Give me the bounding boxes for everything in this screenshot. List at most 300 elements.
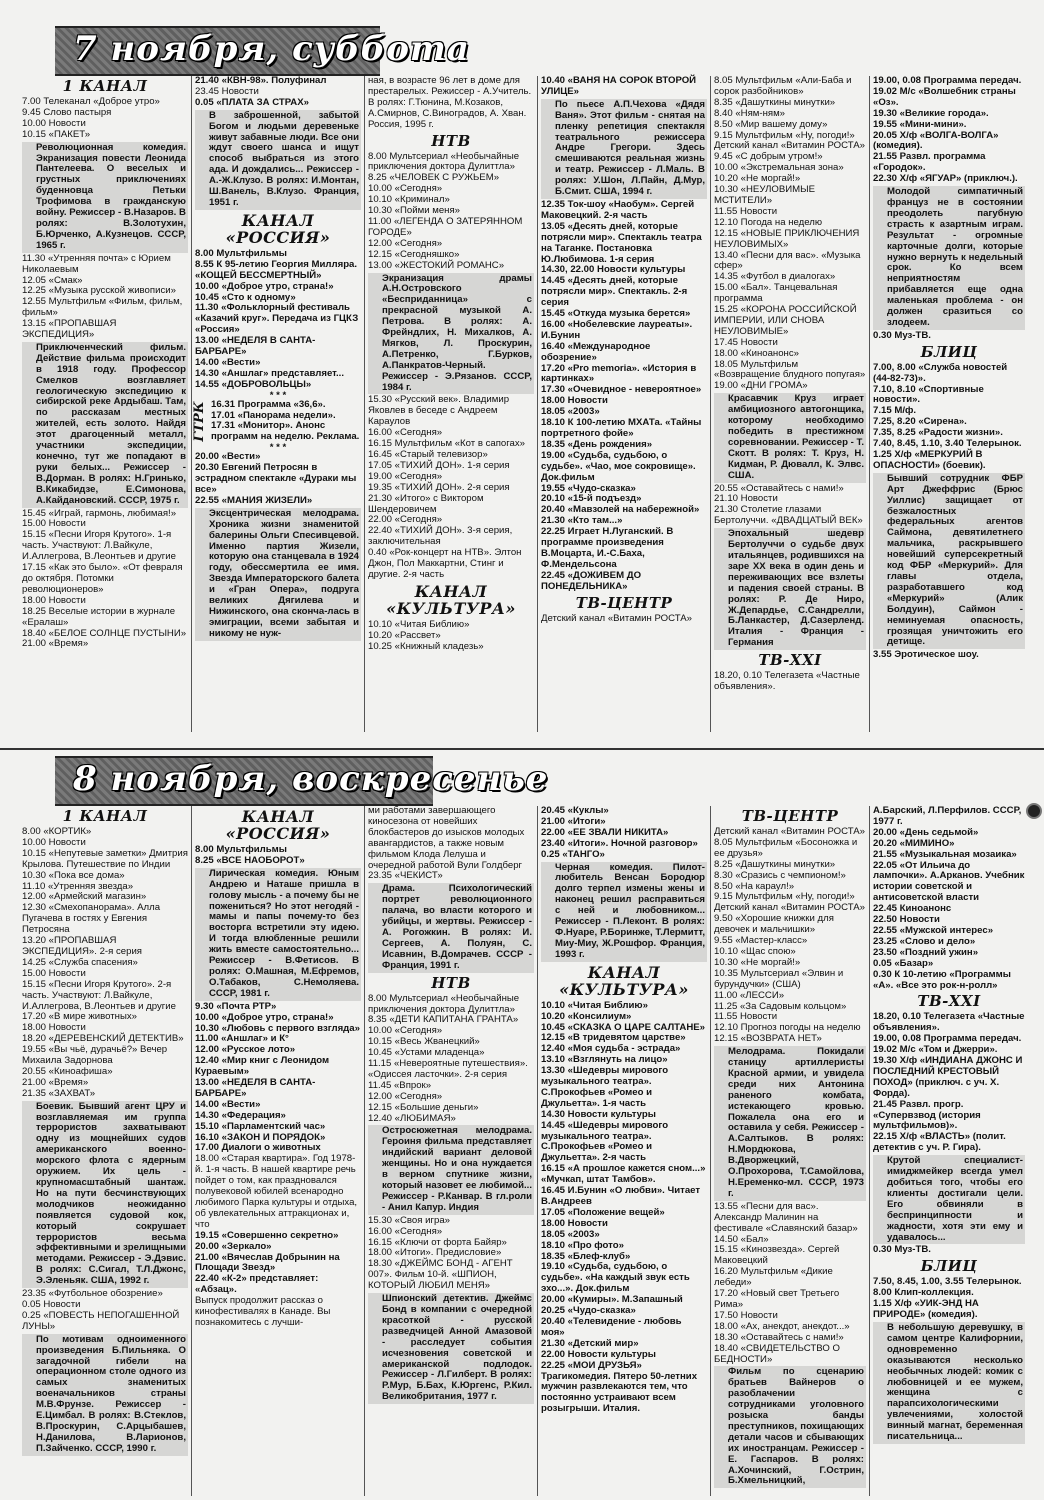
schedule-item: 18.35 «День рождения» [541,438,653,450]
schedule-item: 22.15 Х/ф «ВЛАСТЬ» (полит. детектив с уч. Р. Гира). [873,1131,1006,1154]
schedule-item: 10.10 «Читая Библию» [541,999,648,1011]
schedule-item: 13.05 «Десять дней, которые потрясли мир». Спектакль театра на Таганке. Постановка Ю.Любимова. 1-я серия [541,220,702,265]
schedule-column [368,76,534,732]
schedule-item: 17.01 «Панорама недели». [211,409,336,421]
schedule-item: 20.55 «Оставайтесь с нами!» [714,482,844,494]
schedule-item: 17.15 «Как это было». «От февраля до октября. Потомки революционеров» [22,562,183,595]
schedule-item: 10.15 «Весь Жванецкий» [368,1036,480,1048]
schedule-item: 19.02 М/с «Волшебник страны «Оз». [873,85,1016,108]
schedule-item: 7.40, 8.45, 1.10, 3.40 Телерынок. [873,438,1022,450]
schedule-item: 9.30 «Почта РТР» [195,1000,277,1012]
schedule-item: 14.00 «Вести» [195,356,261,368]
schedule-item: 23.35 «ЧЕКИСТ» [368,870,443,882]
schedule-item: 14.30 Новости культуры [541,1108,656,1120]
regional-label: ГТРК [192,401,207,442]
schedule-column [873,76,1025,732]
schedule-item: 18.40 «БЕЛОЕ СОЛНЦЕ ПУСТЫНИ» [22,627,187,639]
schedule-item: 8.50 «На караул!» [714,880,795,892]
program-description: Остросюжетная мелодрама. Героиня фильма представляет индийский вариант деловой женщины. Но и она нуждается в верном спутнике жизни, который назовет ее любимой... Режиссер - Р.Канвар. В гл.роли - Анил Капур. Индия [368,1125,534,1214]
schedule-item: 12.00 «Сегодня» [368,1090,443,1102]
schedule-item: 10.30 «Любовь с первого взгляда» [195,1022,360,1034]
channel-heading: КАНАЛ «КУЛЬТУРА» [559,962,689,999]
schedule-item: 18.30 «Оставайтесь с нами!» [714,1331,844,1343]
schedule-item: 23.45 Новости [195,85,259,97]
schedule-item: 11.55 Новости [714,1011,778,1023]
schedule-item: 17.05 «ТИХИЙ ДОН». 1-я серия [368,459,510,471]
schedule-item: 20.05 Х/ф «ВОЛГА-ВОЛГА» (комедия). [873,129,999,152]
schedule-item: 11.10 «Утренняя звезда» [22,880,134,892]
schedule-item: 10.45 «Устами младенца» [368,1047,485,1059]
schedule-item: 18.00 Новости [541,1217,608,1229]
schedule-item: 19.55 «Вы чьё, дурачьё?» Вечер Михаила Задорнова [22,1044,168,1067]
column-rule [364,806,365,1496]
schedule-item: 7.00 Телеканал «Доброе утро» [22,96,160,107]
column-rule [191,806,192,1496]
schedule-item: 22.55 «МАНИЯ ЖИЗЕЛИ» [195,494,313,506]
schedule-item: 3.55 Эротическое шоу. [873,649,979,661]
schedule-item: 12.40 «ЛЮБИМАЯ» [368,1112,456,1124]
schedule-item: 8.25 «Дашуткины минутки» [714,858,836,870]
schedule-item: Трагикомедия. Пятеро 50-летних мужчин развлекаются тем, что постоянно устраивают всем розыгрыши. Италия. [541,1370,698,1415]
program-description: Эпохальный шедевр Бертолуччи о судьбе двух итальянцев, родившихся на заре XX века в один день и переживающих все взлеты и падения своей страны. В ролях: Р. Де Ниро, Ж.Депардье, С.Сандрелли, Б.Ланкастер, Д.Сазерленд. Италия - Франция - Германия [714,528,866,650]
channel-heading: КАНАЛ «РОССИЯ» [225,807,331,843]
schedule-item: 18.10 «Про фото» [541,1239,624,1251]
schedule-item: 14.55 «ДОБРОВОЛЬЦЫ» [195,378,312,390]
schedule-item: 10.20 «Не моргай!» [714,173,801,185]
schedule-item: 17.31 «Монитор». Анонс программ на неделю. Реклама. [211,420,360,443]
schedule-item: 14.45 «Десять дней, которые потрясли мир». Спектакль. 2-я серия [541,275,688,309]
program-description: Драма. Психологический портрет революционного палача, во власти которого и убийцы, и жертвы. Режиссер - А. Рогожкин. В ролях: И. Сергеев, А. Полуян, С. Исавнин, В.Домрачев. СССР - Франция, 1991 г. [368,883,534,972]
schedule-item: 12.55 Мультфильм «Фильм, фильм, фильм» [22,296,183,319]
schedule-item: 17.45 Новости [714,336,778,348]
schedule-item: 11.00 «ЛЕССИ» [714,989,785,1001]
schedule-item: 16.10 «ЗАКОН И ПОРЯДОК» [195,1131,326,1143]
schedule-item: 22.00 Новости культуры [541,1348,656,1360]
schedule-item: 16.40 «Международное обозрение» [541,340,651,363]
column-rule [710,806,711,1496]
schedule-item: 10.40 «ВАНЯ НА СОРОК ВТОРОЙ УЛИЦЕ» [541,75,697,97]
schedule-item: 18.00 Новости [541,395,608,407]
schedule-item: 18.30 «ДЖЕЙМС БОНД - АГЕНТ 007». Фильм 10-й. «ШПИОН, КОТОРЫЙ ЛЮБИЛ МЕНЯ» [368,1258,513,1292]
schedule-item: 20.00 «Вести» [195,451,261,463]
schedule-item: 20.00 «День седьмой» [873,826,979,838]
schedule-item: 16.00 «Сегодня» [368,427,443,439]
channel-heading: 1 КАНАЛ [62,77,148,95]
schedule-item: 21.10 Новости [714,493,778,505]
schedule-item: 7.25, 8.20 «Сирена». [873,416,967,428]
schedule-item: 9.45 Слово пастыря [22,106,112,118]
schedule-item: 20.40 «Мавзолей на набережной» [541,504,700,516]
schedule-item: 13.20 «ПРОПАВШАЯ ЭКСПЕДИЦИЯ». 2-я серия [22,935,142,957]
schedule-item: 12.00 «Русское лото» [195,1044,296,1056]
schedule-item: ми работами завершающего киносезона от новейших блокбастеров до изысков молодых авангардистов, а также новым фильмом Клода Лелуша и очередной работой Вули Голдберг [368,805,525,871]
schedule-item: 7.50, 8.45, 1.00, 3.55 Телерынок. [873,1276,1022,1288]
schedule-item: 23.50 «Поздний ужин» [873,946,979,958]
schedule-item: 19.00 «Судьба, судьбою, о судьбе». «Чао, мое сокровище». Док.фильм [541,449,696,483]
schedule-item: 21.35 «ЗАХВАТ» [22,1087,96,1099]
separator-stars: * * * [269,389,287,401]
schedule-item: 17.20 «Pro memoria». «История в картинках» [541,362,697,385]
schedule-item: 18.00 «Итоги». Предисловие» [368,1247,502,1259]
schedule-item: 21.45 Развл. прогр. «Супервзвод (история мультфильмов)». [873,1098,981,1132]
schedule-item: 12.40 «Моя судьба - эстрада» [541,1043,681,1055]
schedule-item: 10.30 «Пойми меня» [368,205,460,217]
schedule-item: 12.00 «Армейский магазин» [22,891,147,903]
schedule-item: 19.30 Х/ф «ИНДИАНА ДЖОНС И ПОСЛЕДНИЙ КРЕСТОВЫЙ ПОХОД» (приключ. с уч. Х. Форда). [873,1055,1023,1099]
regional-block [192,398,361,444]
program-description: Молодой симпатичный француз не в состоянии преодолеть пагубную страсть к азартным играм. Результат - огромные карточные долги, которые нужно вернуть к недельный срок. Ко всем неприятностям прибавляется еще одна маленькая проблема - он должен сразиться со злодеем. [873,186,1025,330]
schedule-item: 19.00 «ДНИ ГРОМА» [714,380,808,392]
schedule-item: 14.45 «Шедевры мирового музыкального театра». С.Прокофьев «Ромео и Джульетта». 2-я часть [541,1119,669,1164]
schedule-column [714,76,866,732]
schedule-item: 9.15 Мультфильм «Ну, погоди!» Детский канал «Витамин РОСТА» [714,891,865,914]
schedule-column [541,806,707,1496]
schedule-item: 0.25 «ПОВЕСТЬ НЕПОГАШЕННОЙ ЛУНЫ» [22,1309,180,1332]
day-banner [55,26,470,76]
column-rule [537,806,538,1496]
schedule-item: 16.45 «Старый телевизор» [368,449,488,460]
column-rule [191,76,192,732]
schedule-item: 9.45 «С добрым утром!» [714,151,823,163]
schedule-item: 16.20 Мультфильм «Дикие лебеди» [714,1266,833,1289]
schedule-item: 18.10 К 100-летию МХАТа. «Тайны портретного фойе» [541,417,702,439]
schedule-item: 18.00 Новости [22,1022,86,1034]
schedule-item: 8.35 «Дашуткины минутки» [714,96,836,108]
separator-stars: * * * [269,442,287,454]
schedule-item: 19.55 «Чудо-сказка» [541,482,636,494]
program-description: Приключенческий фильм. Действие фильма происходит в 1918 году. Профессор Смелков возглавляет геологическую экспедицию к сибирской реке Ардыбаш. Там, по рассказам местных жителей, есть золото. Найдя этот драгоценный металл, участники экспедиции, конечно, тут же попадают в руки белых... Режиссер - В.Дорман. В ролях: Н.Гринько, В.Кикабидзе, Е.Симонова, А.Кайдановский. СССР, 1975 г. [22,342,188,508]
column-rule [537,76,538,732]
schedule-column [195,806,361,1496]
schedule-item: 14.30 «Аншлаг» представляет... [195,367,345,379]
schedule-item: 19.55 «Мини-мини». [873,118,967,130]
program-description: Боевик. Бывший агент ЦРУ и возглавляемая им группа террористов захватывают одну из мощнейших судов американского военно-морского флота с ядерным оружием. Их цель - крупномасштабный шантаж. Но на пути бесчинствующих молодчиков неожиданно появляется судовой кок, который сокрушает террористов весьма эффективными и зрелищными методами. Режиссер - Э.Дэвис. В ролях: С.Сигал, Т.Л.Джонс, Э.Эленьяк. США, 1992 г. [22,1101,188,1288]
schedule-item: 1.15 Х/ф «УИК-ЭНД НА ПРИРОДЕ» (комедия). [873,1298,979,1321]
program-description: Эксцентрическая мелодрама. Хроника жизни знаменитой балерины Ольги Спесивцевой. Именно партия Жизели, которую она станцевала в 1924 году, обессмертила ее имя. Звезда Императорского балета и «Гран Опера», подруга великих Дягилева и Нижинского, она сконча-лась в эмиграции, всеми забытая и никому не нуж- [195,508,361,641]
schedule-item: 15.00 «Бал». Танцевальная программа [714,282,838,305]
schedule-item: 17.30 «Очевидное - невероятное» [541,384,702,396]
schedule-item: 11.00 «ЛЕГЕНДА О ЗАТЕРЯННОМ ГОРОДЕ» [368,215,523,238]
schedule-item: 21.30 «Кто там...» [541,515,623,527]
schedule-item: 7.35, 8.25 «Радости жизни». [873,427,1003,439]
program-description: Красавчик Круз играет амбициозного автогонщика, которому необходимо победить в престижном соревновании. Режиссер - Т. Скотт. В ролях: Т. Круз, Н. Кидман, Р. Дювалл, К. Элвс. США. [714,393,866,482]
schedule-item: 10.30 «Не моргай!» [714,956,801,968]
schedule-item: 7.15 М/ф. [873,405,917,417]
punch-hole [1026,803,1042,819]
program-description: Лирическая комедия. Юным Андрею и Наташе пришла в голову мысль - а почему бы не пожениться? Но этот негодяй - мамы и папы почему-то без восторга встретили эту идею. И тогда влюбленные решили жить вместе самостоятельно... Режиссер - В.Фетисов. В ролях: О.Машная, М.Ефремов, О.Табаков, С.Немоляева. СССР, 1981 г. [195,868,361,1001]
schedule-item: 1.25 Х/ф «МЕРКУРИЙ В ОПАСНОСТИ» (боевик). [873,449,986,471]
schedule-item: 21.00 «Итоги» [541,815,606,827]
schedule-item: 11.25 «За Садовым кольцом» [714,1000,847,1012]
schedule-item: 21.30 «Итого» с Виктором Шендеровичем [368,492,484,515]
schedule-item: 13.15 «ПРОПАВШАЯ ЭКСПЕДИЦИЯ» [22,318,117,341]
schedule-item: 15.25 «КОРОНА РОССИЙСКОЙ ИМПЕРИИ, ИЛИ СНОВА НЕУЛОВИМЫЕ» [714,304,857,337]
schedule-item: 14.30 «Федерация» [195,1109,286,1121]
schedule-item: 8.00 Мультсериал «Необычайные приключения доктора Дулиттла» [368,150,520,173]
schedule-item: 22.05 «От Ильича до лампочки». А.Арканов. Учебник истории советской и антисоветской власти [873,859,1025,904]
regional-items [211,400,361,444]
schedule-item: 18.00 «Ах, анекдот, анекдот...» [714,1320,850,1332]
schedule-item: 19.02 М/с «Том и Джерри». [873,1044,998,1056]
schedule-item: 20.30 Евгений Петросян в эстрадном спектакле «Дураки мы все» [195,462,357,495]
schedule-item: 15.10 «Парламентский час» [195,1120,326,1132]
schedule-item: 19.30 «Великие города». [873,107,989,119]
schedule-item: 21.55 Развл. программа «Городок». [873,151,986,174]
channel-heading: ТВ-ЦЕНТР [741,807,839,825]
schedule-item: 0.05 «ПЛАТА ЗА СТРАХ» [195,96,309,108]
schedule-item: 10.10 «Криминал» [368,194,450,206]
schedule-item: 18.05 Мультфильм «Возвращение блудного попугая» [714,358,866,381]
schedule-item: 16.15 «А прошлое кажется сном...» «Мучкап, штат Тамбов». [541,1163,706,1186]
schedule-item: 18.05 «2003» [541,1228,600,1240]
program-description: Революционная комедия. Экранизация повести Леонида Пантелеева. О веселых и грустных приключениях буденновца Петьки Трофимова в гражданскую войну. Режиссер - В.Назаров. В ролях: В.Золотухин, Б.Юрченко, А.Кузнецов. СССР, 1965 г. [22,142,188,253]
schedule-item: 10.10 «Читая Библию» [368,618,470,630]
schedule-item: 9.50 «Хорошие книжки для девочек и мальчишки» [714,913,834,936]
schedule-item: 12.15 «Сегодняшко» [368,248,460,260]
schedule-item: 0.30 К 10-летию «Программы «А». «Все это рок-н-ролл» [873,968,1011,991]
schedule-item: 22.40 «ТИХИЙ ДОН». 3-я серия, заключительная [368,525,513,548]
schedule-item: 21.00 «Время» [22,1076,89,1088]
day-title: 7 ноября, суббота [73,29,470,69]
schedule-item: 22.00 «Сегодня» [368,514,443,526]
schedule-column [368,806,534,1496]
schedule-item: 18.35 «Блеф-клуб» [541,1250,631,1262]
schedule-item: 12.00 «Сегодня» [368,237,443,249]
channel-heading: ТВ-XXI [917,992,981,1011]
schedule-item: 8.25 «ВСЕ НАОБОРОТ» [195,854,305,866]
schedule-item: 19.00, 0.08 Программа передач. [873,75,1022,86]
schedule-item: А.Барский, Л.Перфилов. СССР, 1977 г. [873,805,1022,827]
channel-heading: НТВ [431,973,471,992]
schedule-item: 10.30 «Пока все дома» [22,869,125,881]
schedule-item: 12.40 «Мир книг с Леонидом Кураевым» [195,1055,330,1078]
schedule-item: 14.30, 22.00 Новости культуры [541,264,686,276]
schedule-item: 10.45 «СКАЗКА О ЦАРЕ САЛТАНЕ» [541,1021,706,1033]
program-description: Шпионский детектив. Джеймс Бонд в компании с очередной красоткой - русской разведчицей Анной Амазовой - расследует события исчезновения советской и американской подлодок. Режиссер - Л.Гилберт. В ролях: Р.Мур, Б.Бах, К.Юргенс, Р.Кил. Великобритания, 1977 г. [368,1293,534,1404]
schedule-item: 18.00 Новости [22,594,86,606]
schedule-item: 8.40 «Ням-ням» [714,107,786,119]
schedule-item: 18.05 «2003» [541,406,600,418]
schedule-item: 0.05 «Базар» [873,957,934,969]
schedule-item: 8.55 К 95-летию Георгия Милляра. «КОЩЕЙ БЕССМЕРТНЫЙ» [195,258,358,281]
program-description: Бывший сотрудник ФБР Арт Джеффрис (Брюс Уиллис) защищает от безжалостных федеральных агентов Саймона, девятилетнего мальчика, раскрывшего новейший суперсекретный код ФБР «Меркурий». Для главы отдела, разработавшего код «Меркурий» (Алик Болдуин), Саймон - неминуемая опасность, грозящая уничтожить его детище. [873,473,1025,650]
schedule-item: 0.25 «ТАНГО» [541,848,605,860]
channel-heading: ТВ-ЦЕНТР [575,593,673,612]
schedule-item: 21.55 «Музыкальная мозаика» [873,848,1017,860]
channel-heading: БЛИЦ [920,1257,978,1276]
section-divider [0,748,1044,750]
schedule-item: 12.30 «Смехопанорама». Алла Пугачева в гостях у Евгения Петросяна [22,902,161,936]
schedule-item: 10.10 «Щас спою» [714,945,796,957]
schedule-item: 12.15 «ВОЗВРАТА НЕТ» [714,1033,822,1045]
schedule-item: 19.35 «ТИХИЙ ДОН». 2-я серия [368,481,510,493]
day-section [0,76,1044,732]
schedule-item: 8.05 Мультфильм «Али-Баба и сорок разбойников» [714,75,852,97]
schedule-item: 8.00 Мультфильмы [195,247,287,259]
schedule-item: 15.45 «Играй, гармонь, любимая!» [22,507,177,519]
channel-heading: НТВ [431,131,471,150]
schedule-item: 20.20 «МИМИНО» [873,837,955,849]
schedule-item: 18.20 «ДЕРЕВЕНСКИЙ ДЕТЕКТИВ» [22,1033,184,1045]
schedule-item: 18.25 Веселые истории в журнале «Ералаш» [22,605,176,628]
schedule-item: 12.35 Ток-шоу «Наобум». Сергей Маковецкий. 2-я часть [541,198,695,221]
schedule-item: 11.45 «Впрок» [368,1079,432,1091]
schedule-item: 19.10 «Судьба, судьбою, о судьбе». «На каждый звук есть эхо...». Док.фильм [541,1261,690,1295]
schedule-item: 20.45 «Куклы» [541,805,609,816]
schedule-item: 8.00 Мультсериал «Необычайные приключения доктора Дулиттла» [368,992,520,1015]
schedule-item: 8.05 Мультфильм «Босоножка и ее друзья» [714,836,858,859]
schedule-item: 10.00 Новости [22,836,86,848]
schedule-item: 11.30 «Фольклорный фестиваль «Казачий круг». Передача из ГЦКЗ «Россия» [195,302,359,336]
schedule-item: 19.00 «Сегодня» [368,470,443,482]
schedule-item: 10.20 «Консилиум» [541,1010,632,1022]
schedule-item: 20.40 «Телевидение - любовь моя» [541,1315,682,1338]
schedule-item: Детский канал «Витамин РОСТА» [541,612,692,624]
schedule-item: 18.20, 0.10 Телегазета «Частные объявления». [873,1011,1025,1034]
channel-heading: 1 КАНАЛ [62,807,148,825]
day-title: 8 ноября, воскресенье [73,759,549,799]
schedule-column [192,75,361,732]
schedule-item: 14.25 «Служба спасения» [22,956,138,968]
schedule-item: 18.00 «Старая квартира». Год 1978-й. 1-я часть. В нашей квартире речь пойдет о том, как праздновался полувековой юбилей всенародно любимого Парка культуры и отдыха, об увлекательных аттракционах и, что [195,1153,358,1230]
schedule-item: 15.15 «Кинозвезда». Сергей Маковецкий [714,1244,840,1267]
schedule-item: 16.15 «Ключи от форта Байяр» [368,1236,507,1248]
column-rule [710,76,711,732]
program-description: По пьесе А.П.Чехова «Дядя Ваня». Этот фильм - снятая на пленку репетиция спектакля театрального режиссера Андре Грегори. Здесь смешиваются реальная жизнь и театр. Режиссер - Л.Маль. В ролях: У.Шон, Л.Пайн, Д.Мур, Б.Смит. США, 1994 г. [541,99,707,199]
schedule-item: 18.20, 0.10 Телегазета «Частные объявления». [714,670,860,693]
schedule-item: 13.00 «НЕДЕЛЯ В САНТА-БАРБАРЕ» [195,1077,316,1099]
schedule-item: 19.00, 0.08 Программа передач. [873,1033,1022,1045]
schedule-item: 14.35 «Футбол в диалогах» [714,271,836,283]
schedule-item: 15.30 «Русский век». Владимир Яковлев в беседе с Андреем Караулов [368,394,510,428]
column-rule [364,76,365,732]
schedule-item: 20.10 «15-й подъезд» [541,493,642,505]
schedule-item: 11.15 «Невероятные путешествия». «Одиссея ласточки». 2-я серия [368,1058,528,1080]
schedule-item: 12.05 «Смак» [22,274,83,286]
schedule-item: 12.25 «Музыка русской живописи» [22,285,176,297]
schedule-item: 21.00 «Вячеслав Добрынин на Площади Звезд» [195,1251,340,1274]
schedule-item: 11.00 «Аншлаг» и К° [195,1033,289,1045]
schedule-item: 20.00 «Кумиры». М.Запашный [541,1294,683,1306]
schedule-item: 10.00 Новости [22,117,86,129]
schedule-item: 21.00 «Время» [22,638,89,650]
schedule-item: 20.25 «Чудо-сказка» [541,1305,636,1317]
schedule-item: 0.30 Муз-ТВ. [873,1244,931,1256]
channel-heading: ТВ-XXI [758,651,822,670]
schedule-item: 19.15 «Совершенно секретно» [195,1229,339,1241]
schedule-item: 10.30 «НЕУЛОВИМЫЕ МСТИТЕЛИ» [714,184,816,206]
schedule-item: 17.05 «Положение вещей» [541,1206,665,1218]
schedule-item: 17.20 «В мире животных» [22,1011,137,1023]
schedule-item: 13.55 «Песни для вас». Александр Малинин на фестивале «Славянский базар» [714,1200,858,1234]
schedule-item: 22.40 «К-2» представляет: «Абзац». [195,1273,319,1296]
schedule-item: 22.45 «ДОЖИВЕМ ДО ПОНЕДЕЛЬНИКА» [541,569,642,592]
schedule-item: Детский канал «Витамин РОСТА» [714,826,865,837]
schedule-item: 12.15 «Большие деньги» [368,1101,479,1113]
schedule-item: 15.15 «Песни Игоря Крутого». 2-я часть. Участвуют: Л.Вайкуле, И.Аллегрова, В.Леонтьев и другие [22,978,176,1012]
schedule-item: 23.25 «Слово и дело» [873,935,976,947]
program-description: Крутой специалист-имиджмейкер всегда умел добиться того, чтобы его клиенты достигали цели. Его обвиняли в беспринципности и жадности, хотя эти ему и удавалось... [873,1155,1025,1244]
program-description: Фильм по сценарию братьев Вайнеров о разоблачении сотрудниками уголовного розыска банды преступников, похищающих детали часов и сбывающих их иностранцам. Режиссер - Е. Гаспаров. В ролях: А.Хочинский, Г.Острин, Б.Хмельницкий, [714,1366,866,1488]
schedule-item: 10.25 «Книжный кладезь» [368,640,484,652]
schedule-item: 10.00 «Экстремальная зона» [714,162,844,174]
program-description: В небольшую деревушку, в самом центре Калифорнии, одновременно оказываются несколько необычных людей: комик с любовницей и ее мужем, женщина с парапсихологическими увлечениями, холостой винный магнат, беременная писательница... [873,1322,1025,1444]
program-description: Мелодрама. Покидали станицу артиллеристы Красной армии, и увидела среди них Антонина раненого комбата, истекающего кровью. Пожалела она его и оставила у себя. Режиссер - А.Салтыков. В ролях: Н.Мордюкова, В.Дворжецкий, О.Прохорова, Т.Самойлова, Н.Еременко-мл. СССР, 1973 г. [714,1046,866,1201]
schedule-item: 0.30 Муз-ТВ. [873,329,931,341]
schedule-item: 13.00 «НЕДЕЛЯ В САНТА-БАРБАРЕ» [195,335,316,358]
schedule-item: 16.31 Программа «36,6». [211,398,326,410]
schedule-item: 21.40 «КВН-98». Полуфинал [195,75,327,86]
schedule-item: 8.25 «ЧЕЛОВЕК С РУЖЬЕМ» [368,172,500,184]
schedule-item: 22.00 «ЕЕ ЗВАЛИ НИКИТА» [541,826,669,838]
schedule-item: 17.00 Диалоги о животных [195,1142,321,1154]
schedule-item: 22.50 Новости [873,914,940,926]
schedule-item: 20.00 «Зеркало» [195,1240,272,1252]
schedule-item: 8.30 «Сразись с чемпионом!» [714,869,846,881]
schedule-item: 16.00 «Сегодня» [368,1225,443,1237]
column-rule [869,806,870,1496]
schedule-item: 21.30 «Детский мир» [541,1337,639,1349]
schedule-item: 22.45 Киноанонс [873,903,952,915]
schedule-item: 8.00 Мультфильмы [195,844,287,855]
schedule-item: 10.00 «Сегодня» [368,183,443,195]
schedule-item: 10.20 «Рассвет» [368,629,441,641]
schedule-item: 23.40 «Итоги». Ночной разговор» [541,837,698,849]
schedule-item: 22.25 Играет Н.Луганский. В программе произведения В.Моцарта, И.-С.Баха, Ф.Мендельсона [541,526,674,570]
schedule-item: 18.40 «СВИДЕТЕЛЬСТВО О БЕДНОСТИ» [714,1342,840,1365]
schedule-item: 10.00 «Доброе утро, страна!» [195,1011,334,1023]
schedule-item: 23.35 «Футбольное обозрение» [22,1288,163,1300]
program-description: По мотивам одноименного произведения Б.Пильняка. О загадочной гибели на операционном столе одного из самых знаменитых военачальников страны М.В.Фрунзе. Режиссер - Е.Цимбал. В ролях: В.Стеклов, В.Проскурин, С.Арцыбашев, Н.Данилова, В.Ларионов, П.Зайченко. СССР, 1990 г. [22,1334,188,1456]
schedule-item: 16.00 «Нобелевские лауреаты». И.Бунин [541,318,693,341]
schedule-item: 0.40 «Рок-концерт на НТВ». Элтон Джон, Пол Маккартни, Стинг и другие. 2-я часть [368,547,522,580]
schedule-item: 18.00 «Киноанонс» [714,347,799,359]
schedule-item: 12.10 Прогноз погоды на неделю [714,1022,861,1034]
schedule-item: 9.55 «Мастер-класс» [714,935,808,947]
schedule-item: 7.10, 8.10 «Спортивные новости». [873,383,984,406]
program-description: В заброшенной, забытой Богом и людьми деревеньке живут забавные люди. Все они ждут своего шанса и ищут способ выбраться из этого ада. И дождались... Режиссер - А.-Ж.Клузо. В ролях: И.Монтан, Ш.Ванель, В.Клузо. Франция, 1951 г. [195,110,361,210]
schedule-item: 16.45 И.Бунин «О любви». Читает В.Андреев [541,1185,701,1207]
schedule-item: 7.00, 8.00 «Служба новостей (44-82-73)». [873,361,1008,384]
schedule-item: 15.15 «Песни Игоря Крутого». 1-я часть. Участвуют: Л.Вайкуле, И.Аллегрова, В.Леонтьев и другие [22,529,176,563]
schedule-item: 8.00 Клип-коллекция. [873,1287,974,1299]
schedule-item: 9.15 Мультфильм «Ну, погоди!» Детский канал «Витамин РОСТА» [714,129,865,152]
schedule-item: 13.40 «Песни для вас». «Музыка сфер» [714,249,861,272]
program-description: Черная комедия. Пилот-любитель Венсан Бородюр долго терпел измены жены и наконец решил расправиться с ней и любовником... Режиссер - П.Леконт. В ролях: Ф.Нуаре, Р.Боринже, Т.Лермитт, Миу-Миу, Ж.Рошфор. Франция, 1993 г. [541,862,707,962]
schedule-column [714,806,866,1496]
schedule-item: 22.25 «МОИ ДРУЗЬЯ» [541,1359,642,1371]
schedule-item: 21.30 Столетие глазами Бертолуччи. «ДВАДЦАТЫЙ ВЕК» [714,504,863,527]
schedule-item: 10.00 «Сегодня» [368,1025,443,1037]
schedule-item: 14.50 «Бал» [714,1233,769,1245]
schedule-item: 15.45 «Откуда музыка берется» [541,308,691,320]
day-banner [55,756,549,806]
schedule-column [873,806,1025,1496]
schedule-item: 10.35 Мультсериал «Элвин и бурундучки» (США) [714,967,844,990]
channel-heading: БЛИЦ [920,342,978,361]
schedule-item: 17.20 «Новый свет Третьего Рима» [714,1288,840,1310]
schedule-item: 17.50 Новости [714,1309,778,1321]
schedule-item: 8.50 «Мир вашему дому» [714,118,828,130]
channel-heading: КАНАЛ «РОССИЯ» [225,210,331,247]
schedule-item: 12.10 Погода на неделю [714,216,823,228]
schedule-item: 13.10 «Взглянуть на лицо» [541,1054,668,1066]
schedule-column [22,806,188,1496]
schedule-item: 12.15 «В тридевятом царстве» [541,1032,686,1044]
schedule-item: 22.30 Х/ф «ЯГУАР» (приключ.). [873,173,1018,185]
schedule-item: 15.00 Новости [22,518,86,530]
schedule-item: 12.15 «НОВЫЕ ПРИКЛЮЧЕНИЯ НЕУЛОВИМЫХ» [714,227,860,250]
